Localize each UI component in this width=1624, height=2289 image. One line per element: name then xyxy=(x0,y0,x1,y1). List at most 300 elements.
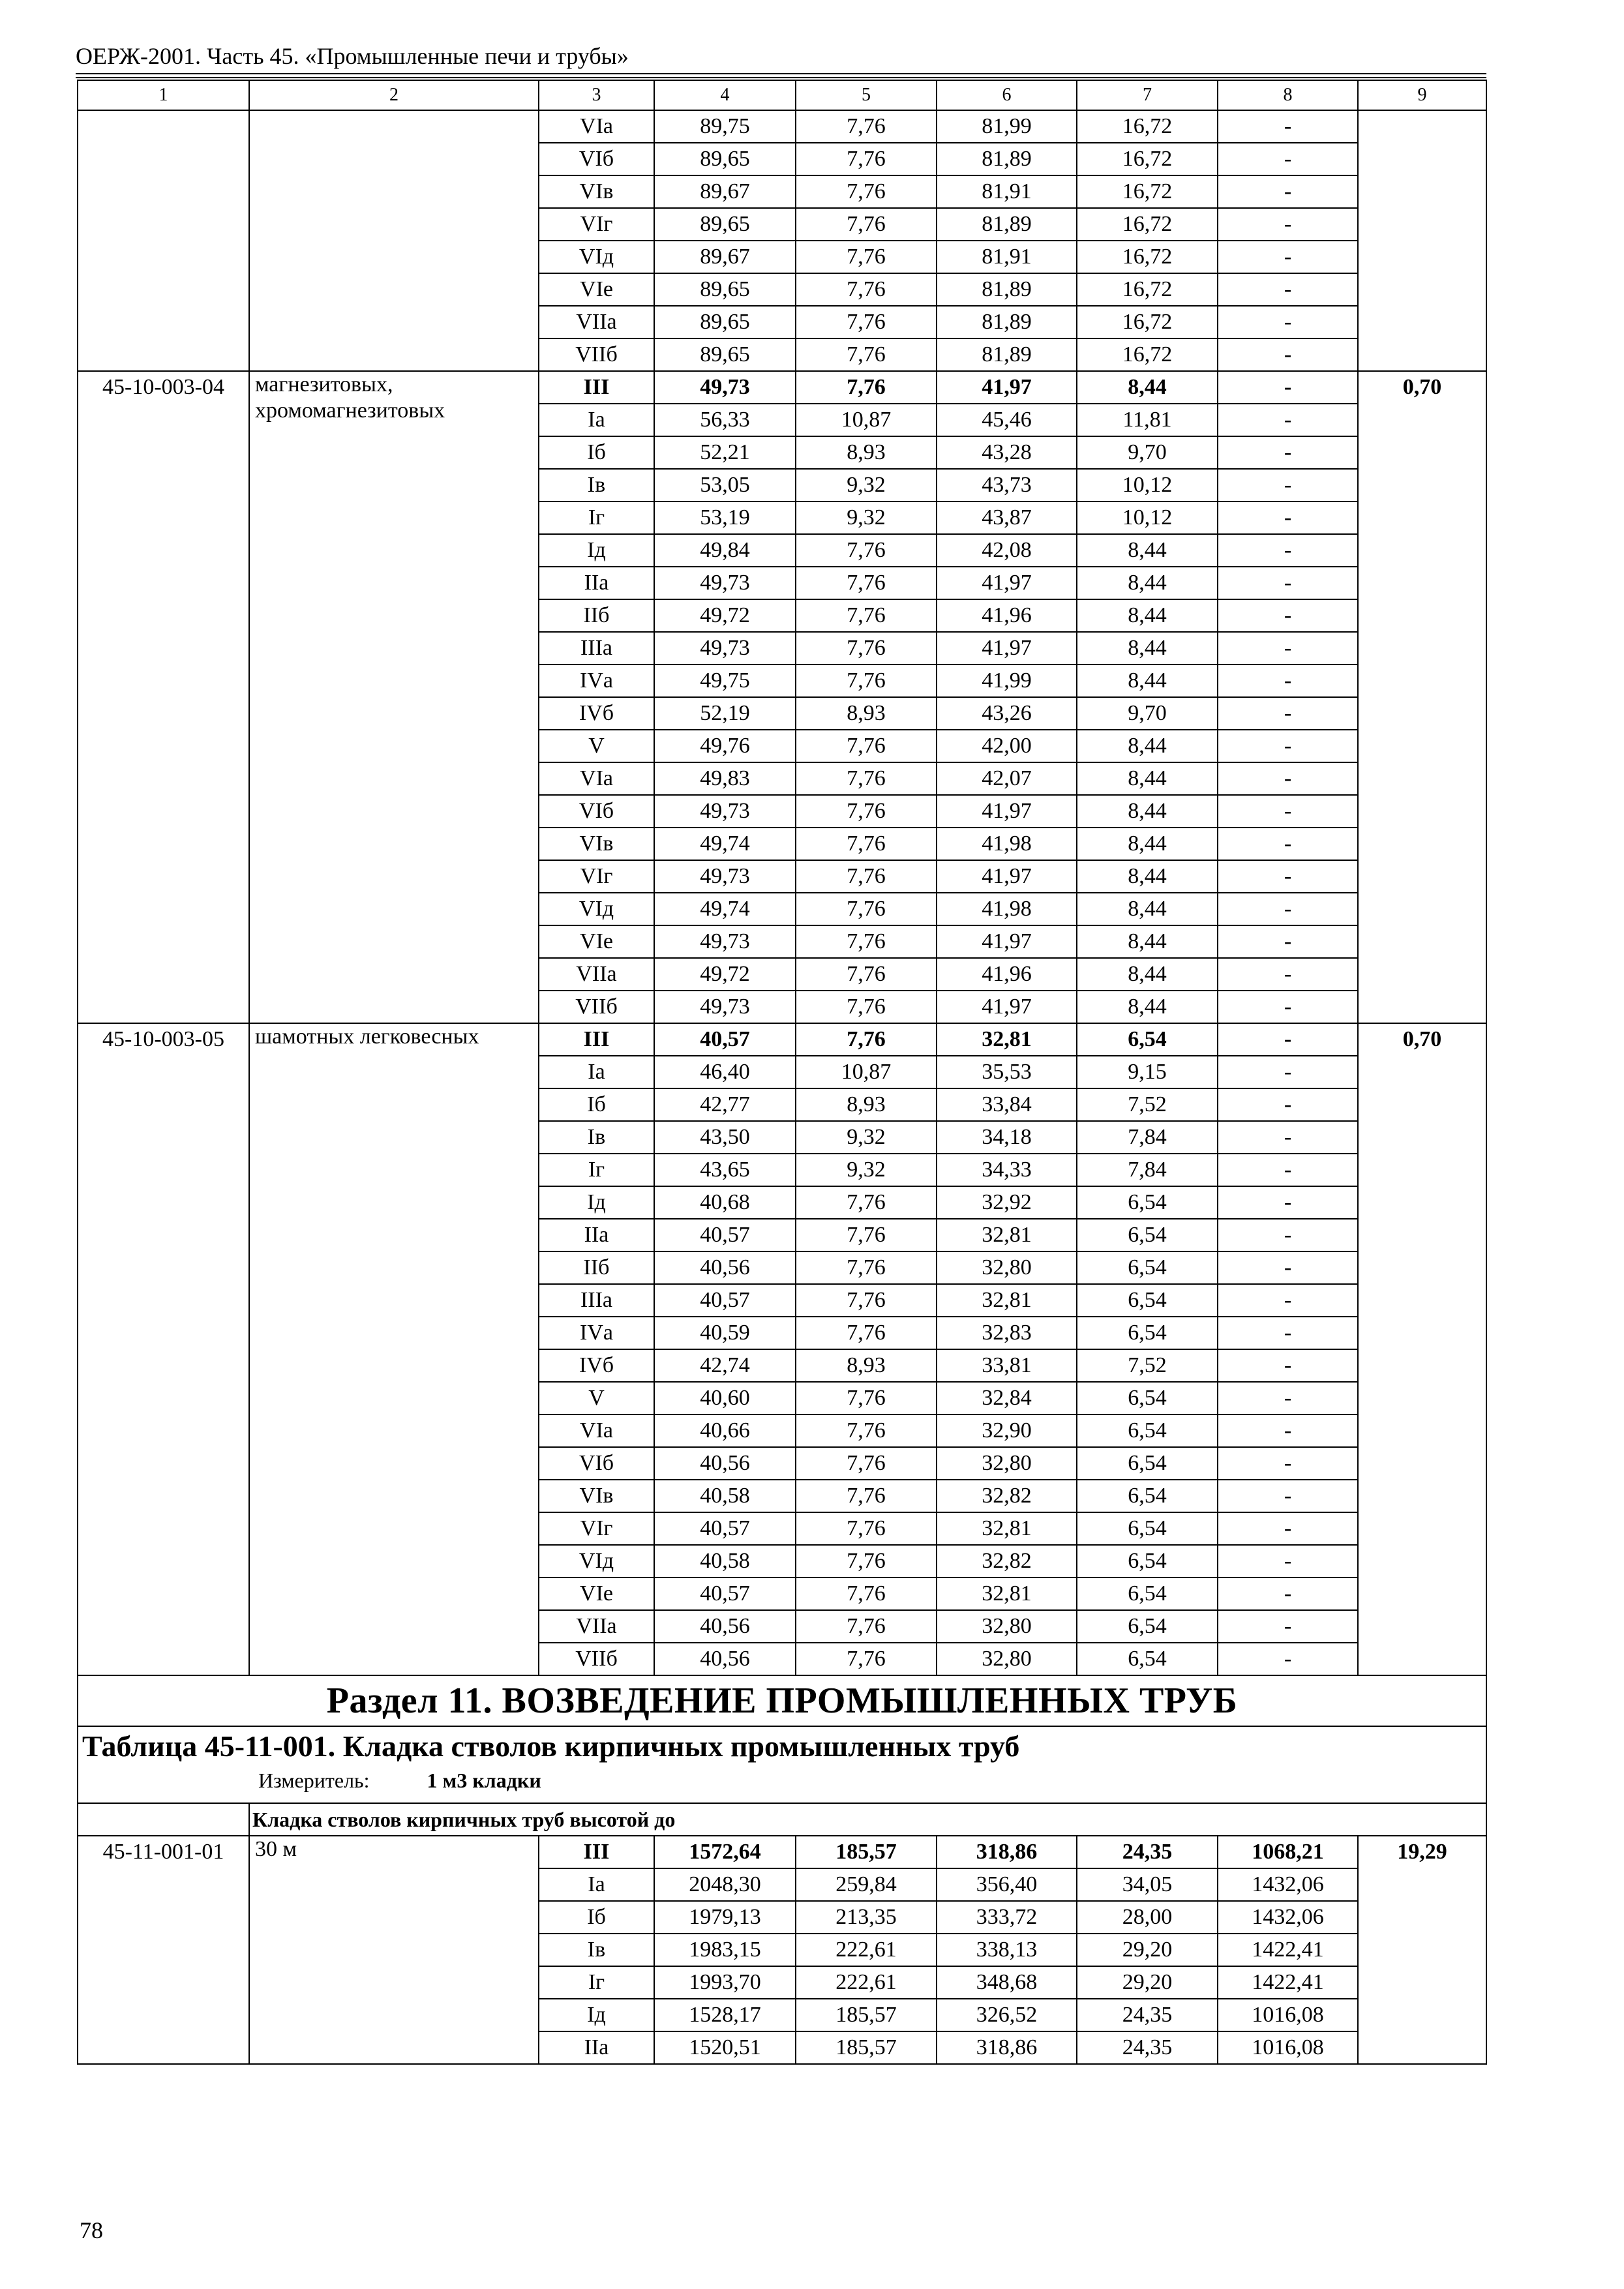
col5-cell: 7,76 xyxy=(796,1251,937,1284)
col5-cell: 7,76 xyxy=(796,632,937,665)
col5-cell: 8,93 xyxy=(796,697,937,730)
col5-cell: 7,76 xyxy=(796,371,937,404)
col7-cell: 8,44 xyxy=(1077,828,1218,860)
col7-cell: 7,52 xyxy=(1077,1349,1218,1382)
col3-cell: Iа xyxy=(539,1056,654,1088)
col5-cell: 7,76 xyxy=(796,1023,937,1056)
col8-cell: - xyxy=(1218,1251,1358,1284)
col8-cell: - xyxy=(1218,1382,1358,1414)
col6-cell: 43,26 xyxy=(937,697,1077,730)
col6-cell: 41,97 xyxy=(937,991,1077,1023)
col8-cell: - xyxy=(1218,665,1358,697)
col4-cell: 89,65 xyxy=(654,143,796,175)
col7-cell: 10,12 xyxy=(1077,469,1218,501)
col7-cell: 8,44 xyxy=(1077,762,1218,795)
col3-cell: VIе xyxy=(539,925,654,958)
col3-cell: VIг xyxy=(539,860,654,893)
col3-cell: V xyxy=(539,1382,654,1414)
col8-cell: - xyxy=(1218,1154,1358,1186)
col5-cell: 7,76 xyxy=(796,762,937,795)
col5-cell: 213,35 xyxy=(796,1901,937,1934)
col6-cell: 41,96 xyxy=(937,958,1077,991)
col9-cell: 0,70 xyxy=(1358,371,1486,1023)
col3-cell: Iг xyxy=(539,1154,654,1186)
col7-cell: 6,54 xyxy=(1077,1317,1218,1349)
col5-cell: 9,32 xyxy=(796,1154,937,1186)
col8-cell: - xyxy=(1218,567,1358,599)
col5-cell: 9,32 xyxy=(796,501,937,534)
col8-cell: - xyxy=(1218,1317,1358,1349)
col5-cell: 9,32 xyxy=(796,469,937,501)
subtitle-row xyxy=(78,1803,1486,1836)
col7-cell: 8,44 xyxy=(1077,991,1218,1023)
name-line: 30 м xyxy=(255,1837,297,1861)
col3-cell: VIв xyxy=(539,1480,654,1512)
col8-cell: - xyxy=(1218,697,1358,730)
col4-cell: 40,66 xyxy=(654,1414,796,1447)
col5-cell: 7,76 xyxy=(796,958,937,991)
col3-cell: Iв xyxy=(539,1934,654,1966)
col6-cell: 338,13 xyxy=(937,1934,1077,1966)
col7-cell: 28,00 xyxy=(1077,1901,1218,1934)
col4-cell: 49,73 xyxy=(654,371,796,404)
code-cell: 45-10-003-05 xyxy=(78,1023,249,1675)
col6-cell: 41,97 xyxy=(937,795,1077,828)
col7-cell: 6,54 xyxy=(1077,1480,1218,1512)
col3-cell: Iб xyxy=(539,1088,654,1121)
name-cell xyxy=(249,1023,539,1675)
col7-cell: 24,35 xyxy=(1077,1836,1218,1868)
col8-cell: - xyxy=(1218,632,1358,665)
rates-table xyxy=(77,80,1487,2065)
col7-cell: 6,54 xyxy=(1077,1512,1218,1545)
col5-cell: 7,76 xyxy=(796,110,937,143)
col3-cell: IVа xyxy=(539,665,654,697)
col8-cell: - xyxy=(1218,143,1358,175)
col5-cell: 7,76 xyxy=(796,795,937,828)
col5-cell: 7,76 xyxy=(796,828,937,860)
col8-cell: - xyxy=(1218,1610,1358,1643)
col8-cell: - xyxy=(1218,1349,1358,1382)
col7-cell: 7,52 xyxy=(1077,1088,1218,1121)
col6-cell: 318,86 xyxy=(937,1836,1077,1868)
col7-cell: 24,35 xyxy=(1077,2031,1218,2064)
col5-cell: 7,76 xyxy=(796,143,937,175)
col4-cell: 2048,30 xyxy=(654,1868,796,1901)
col8-cell: - xyxy=(1218,1414,1358,1447)
col6-cell: 41,97 xyxy=(937,860,1077,893)
col9-cell: 19,29 xyxy=(1358,1836,1486,2064)
col8-cell: 1432,06 xyxy=(1218,1868,1358,1901)
column-number: 7 xyxy=(1077,80,1218,110)
col7-cell: 16,72 xyxy=(1077,143,1218,175)
col7-cell: 6,54 xyxy=(1077,1219,1218,1251)
col5-cell: 185,57 xyxy=(796,2031,937,2064)
column-number: 2 xyxy=(249,80,539,110)
col5-cell: 7,76 xyxy=(796,1578,937,1610)
name-cell xyxy=(249,1836,539,2064)
col7-cell: 8,44 xyxy=(1077,567,1218,599)
col8-cell: - xyxy=(1218,1284,1358,1317)
col7-cell: 8,44 xyxy=(1077,632,1218,665)
column-number-row xyxy=(78,80,1486,110)
meter-label: Измеритель: xyxy=(258,1769,370,1792)
col8-cell: - xyxy=(1218,469,1358,501)
col7-cell: 6,54 xyxy=(1077,1414,1218,1447)
col3-cell: VIIб xyxy=(539,338,654,371)
col6-cell: 33,84 xyxy=(937,1088,1077,1121)
col5-cell: 7,76 xyxy=(796,1284,937,1317)
col3-cell: IVб xyxy=(539,1349,654,1382)
column-number: 9 xyxy=(1358,80,1486,110)
col3-cell: Iг xyxy=(539,501,654,534)
col5-cell: 185,57 xyxy=(796,1836,937,1868)
col6-cell: 333,72 xyxy=(937,1901,1077,1934)
col4-cell: 40,57 xyxy=(654,1023,796,1056)
col8-cell: 1016,08 xyxy=(1218,1999,1358,2031)
col5-cell: 7,76 xyxy=(796,241,937,273)
col4-cell: 49,74 xyxy=(654,893,796,925)
column-number: 3 xyxy=(539,80,654,110)
col6-cell: 32,90 xyxy=(937,1414,1077,1447)
col8-cell: - xyxy=(1218,762,1358,795)
col4-cell: 43,50 xyxy=(654,1121,796,1154)
col6-cell: 43,73 xyxy=(937,469,1077,501)
col8-cell: - xyxy=(1218,208,1358,241)
table-row xyxy=(78,1023,1486,1056)
col7-cell: 8,44 xyxy=(1077,599,1218,632)
table-row xyxy=(78,110,1486,143)
col3-cell: IIIа xyxy=(539,1284,654,1317)
col8-cell: 1068,21 xyxy=(1218,1836,1358,1868)
col3-cell: Iв xyxy=(539,1121,654,1154)
col8-cell: - xyxy=(1218,338,1358,371)
col5-cell: 10,87 xyxy=(796,1056,937,1088)
column-number: 1 xyxy=(78,80,249,110)
col5-cell: 259,84 xyxy=(796,1868,937,1901)
col4-cell: 42,74 xyxy=(654,1349,796,1382)
col3-cell: VIа xyxy=(539,1414,654,1447)
col3-cell: VIе xyxy=(539,1578,654,1610)
col5-cell: 9,32 xyxy=(796,1121,937,1154)
col8-cell: - xyxy=(1218,958,1358,991)
col4-cell: 49,72 xyxy=(654,599,796,632)
col3-cell: IIа xyxy=(539,1219,654,1251)
col4-cell: 53,19 xyxy=(654,501,796,534)
column-number: 8 xyxy=(1218,80,1358,110)
col7-cell: 16,72 xyxy=(1077,110,1218,143)
col3-cell: Iд xyxy=(539,1186,654,1219)
col7-cell: 16,72 xyxy=(1077,241,1218,273)
col4-cell: 40,57 xyxy=(654,1512,796,1545)
col6-cell: 41,97 xyxy=(937,567,1077,599)
col7-cell: 9,70 xyxy=(1077,436,1218,469)
col7-cell: 16,72 xyxy=(1077,273,1218,306)
col4-cell: 46,40 xyxy=(654,1056,796,1088)
col7-cell: 6,54 xyxy=(1077,1545,1218,1578)
col5-cell: 7,76 xyxy=(796,925,937,958)
col3-cell: VIд xyxy=(539,241,654,273)
col8-cell: - xyxy=(1218,1186,1358,1219)
col7-cell: 9,70 xyxy=(1077,697,1218,730)
col8-cell: - xyxy=(1218,371,1358,404)
col4-cell: 40,57 xyxy=(654,1578,796,1610)
col8-cell: - xyxy=(1218,1219,1358,1251)
col8-cell: - xyxy=(1218,925,1358,958)
col8-cell: - xyxy=(1218,1512,1358,1545)
table-title: Таблица 45-11-001. Кладка стволов кирпичных промышленных труб xyxy=(82,1729,1020,1763)
page-number: 78 xyxy=(80,2217,103,2243)
col8-cell: - xyxy=(1218,534,1358,567)
col6-cell: 32,80 xyxy=(937,1447,1077,1480)
col3-cell: Iв xyxy=(539,469,654,501)
col8-cell: - xyxy=(1218,110,1358,143)
name-cell xyxy=(249,371,539,1023)
col8-cell: - xyxy=(1218,893,1358,925)
col5-cell: 7,76 xyxy=(796,1545,937,1578)
col7-cell: 6,54 xyxy=(1077,1186,1218,1219)
col5-cell: 7,76 xyxy=(796,893,937,925)
col5-cell: 8,93 xyxy=(796,436,937,469)
col3-cell: VIIа xyxy=(539,958,654,991)
col6-cell: 41,98 xyxy=(937,893,1077,925)
col6-cell: 41,97 xyxy=(937,925,1077,958)
col7-cell: 7,84 xyxy=(1077,1121,1218,1154)
col3-cell: VIе xyxy=(539,273,654,306)
col8-cell: - xyxy=(1218,1578,1358,1610)
table-row xyxy=(78,371,1486,404)
col4-cell: 53,05 xyxy=(654,469,796,501)
col3-cell: Iа xyxy=(539,1868,654,1901)
col4-cell: 49,75 xyxy=(654,665,796,697)
column-number: 5 xyxy=(796,80,937,110)
col4-cell: 52,21 xyxy=(654,436,796,469)
col5-cell: 7,76 xyxy=(796,1219,937,1251)
col5-cell: 222,61 xyxy=(796,1934,937,1966)
col8-cell: 1016,08 xyxy=(1218,2031,1358,2064)
col7-cell: 11,81 xyxy=(1077,404,1218,436)
col8-cell: - xyxy=(1218,306,1358,338)
col3-cell: V xyxy=(539,730,654,762)
col6-cell: 43,87 xyxy=(937,501,1077,534)
subtitle-spacer xyxy=(78,1803,249,1836)
col4-cell: 89,75 xyxy=(654,110,796,143)
table-row xyxy=(78,1836,1486,1868)
col7-cell: 29,20 xyxy=(1077,1966,1218,1999)
col4-cell: 1520,51 xyxy=(654,2031,796,2064)
col7-cell: 6,54 xyxy=(1077,1578,1218,1610)
col8-cell: - xyxy=(1218,1121,1358,1154)
col4-cell: 56,33 xyxy=(654,404,796,436)
col6-cell: 32,81 xyxy=(937,1512,1077,1545)
col3-cell: VIа xyxy=(539,110,654,143)
col7-cell: 16,72 xyxy=(1077,208,1218,241)
col4-cell: 40,68 xyxy=(654,1186,796,1219)
col7-cell: 8,44 xyxy=(1077,958,1218,991)
meter-line xyxy=(82,1766,1483,1795)
col5-cell: 7,76 xyxy=(796,1643,937,1675)
name-line: хромомагнезитовых xyxy=(255,398,445,423)
col4-cell: 49,83 xyxy=(654,762,796,795)
col6-cell: 81,89 xyxy=(937,143,1077,175)
code-cell: 45-11-001-01 xyxy=(78,1836,249,2064)
col4-cell: 52,19 xyxy=(654,697,796,730)
col3-cell: IIа xyxy=(539,567,654,599)
col4-cell: 89,65 xyxy=(654,338,796,371)
col5-cell: 7,76 xyxy=(796,1512,937,1545)
col3-cell: VIд xyxy=(539,1545,654,1578)
col3-cell: IVб xyxy=(539,697,654,730)
name-cell xyxy=(249,110,539,371)
column-number: 6 xyxy=(937,80,1077,110)
col5-cell: 7,76 xyxy=(796,991,937,1023)
col3-cell: III xyxy=(539,1836,654,1868)
col5-cell: 7,76 xyxy=(796,599,937,632)
col3-cell: Iб xyxy=(539,1901,654,1934)
col4-cell: 1983,15 xyxy=(654,1934,796,1966)
col7-cell: 9,15 xyxy=(1077,1056,1218,1088)
col8-cell: - xyxy=(1218,1023,1358,1056)
col6-cell: 32,92 xyxy=(937,1186,1077,1219)
col7-cell: 6,54 xyxy=(1077,1382,1218,1414)
col6-cell: 41,99 xyxy=(937,665,1077,697)
col3-cell: VIг xyxy=(539,1512,654,1545)
code-cell: 45-10-003-04 xyxy=(78,371,249,1023)
col3-cell: VIг xyxy=(539,208,654,241)
col8-cell: - xyxy=(1218,991,1358,1023)
section-title: Раздел 11. ВОЗВЕДЕНИЕ ПРОМЫШЛЕННЫХ ТРУБ xyxy=(78,1675,1486,1726)
col4-cell: 49,73 xyxy=(654,795,796,828)
col3-cell: III xyxy=(539,371,654,404)
col8-cell: - xyxy=(1218,241,1358,273)
col5-cell: 7,76 xyxy=(796,273,937,306)
col9-cell: 0,70 xyxy=(1358,1023,1486,1675)
name-line: магнезитовых, xyxy=(255,372,393,396)
col8-cell: - xyxy=(1218,1545,1358,1578)
col3-cell: VIIа xyxy=(539,1610,654,1643)
col6-cell: 32,83 xyxy=(937,1317,1077,1349)
col6-cell: 32,81 xyxy=(937,1578,1077,1610)
header-rule-top xyxy=(76,73,1486,74)
col8-cell: - xyxy=(1218,1088,1358,1121)
col4-cell: 89,67 xyxy=(654,175,796,208)
col3-cell: Iб xyxy=(539,436,654,469)
col6-cell: 32,81 xyxy=(937,1023,1077,1056)
col4-cell: 49,76 xyxy=(654,730,796,762)
col7-cell: 6,54 xyxy=(1077,1284,1218,1317)
col7-cell: 8,44 xyxy=(1077,893,1218,925)
col7-cell: 10,12 xyxy=(1077,501,1218,534)
col7-cell: 16,72 xyxy=(1077,175,1218,208)
col6-cell: 326,52 xyxy=(937,1999,1077,2031)
col8-cell: - xyxy=(1218,828,1358,860)
table-subtitle: Кладка стволов кирпичных труб высотой до xyxy=(249,1803,1486,1836)
col5-cell: 7,76 xyxy=(796,1480,937,1512)
col3-cell: VIб xyxy=(539,795,654,828)
col7-cell: 8,44 xyxy=(1077,730,1218,762)
col6-cell: 32,82 xyxy=(937,1480,1077,1512)
col6-cell: 41,97 xyxy=(937,632,1077,665)
name-line: шамотных легковесных xyxy=(255,1025,479,1049)
col8-cell: 1432,06 xyxy=(1218,1901,1358,1934)
col5-cell: 222,61 xyxy=(796,1966,937,1999)
col3-cell: VIIб xyxy=(539,991,654,1023)
col6-cell: 41,98 xyxy=(937,828,1077,860)
col6-cell: 32,80 xyxy=(937,1643,1077,1675)
col7-cell: 34,05 xyxy=(1077,1868,1218,1901)
col7-cell: 24,35 xyxy=(1077,1999,1218,2031)
col5-cell: 7,76 xyxy=(796,338,937,371)
col5-cell: 7,76 xyxy=(796,1382,937,1414)
col6-cell: 318,86 xyxy=(937,2031,1077,2064)
col6-cell: 42,07 xyxy=(937,762,1077,795)
col4-cell: 49,84 xyxy=(654,534,796,567)
col7-cell: 6,54 xyxy=(1077,1643,1218,1675)
col3-cell: VIв xyxy=(539,828,654,860)
col4-cell: 40,58 xyxy=(654,1480,796,1512)
col6-cell: 41,97 xyxy=(937,371,1077,404)
col8-cell: - xyxy=(1218,1056,1358,1088)
col8-cell: - xyxy=(1218,599,1358,632)
col6-cell: 32,81 xyxy=(937,1219,1077,1251)
col4-cell: 40,56 xyxy=(654,1610,796,1643)
col3-cell: IIIа xyxy=(539,632,654,665)
col7-cell: 29,20 xyxy=(1077,1934,1218,1966)
col7-cell: 8,44 xyxy=(1077,795,1218,828)
col8-cell: 1422,41 xyxy=(1218,1934,1358,1966)
col7-cell: 8,44 xyxy=(1077,371,1218,404)
col7-cell: 8,44 xyxy=(1077,665,1218,697)
col4-cell: 42,77 xyxy=(654,1088,796,1121)
col4-cell: 89,67 xyxy=(654,241,796,273)
col5-cell: 8,93 xyxy=(796,1088,937,1121)
col5-cell: 7,76 xyxy=(796,567,937,599)
col4-cell: 89,65 xyxy=(654,273,796,306)
col8-cell: - xyxy=(1218,273,1358,306)
col7-cell: 6,54 xyxy=(1077,1610,1218,1643)
col4-cell: 43,65 xyxy=(654,1154,796,1186)
col8-cell: - xyxy=(1218,1643,1358,1675)
col4-cell: 89,65 xyxy=(654,306,796,338)
col7-cell: 6,54 xyxy=(1077,1251,1218,1284)
col4-cell: 40,57 xyxy=(654,1219,796,1251)
col4-cell: 40,57 xyxy=(654,1284,796,1317)
col8-cell: - xyxy=(1218,795,1358,828)
col6-cell: 33,81 xyxy=(937,1349,1077,1382)
col5-cell: 7,76 xyxy=(796,730,937,762)
col3-cell: IVа xyxy=(539,1317,654,1349)
col9-cell xyxy=(1358,110,1486,371)
col6-cell: 35,53 xyxy=(937,1056,1077,1088)
col5-cell: 7,76 xyxy=(796,175,937,208)
col4-cell: 40,58 xyxy=(654,1545,796,1578)
col6-cell: 32,80 xyxy=(937,1610,1077,1643)
col6-cell: 81,89 xyxy=(937,273,1077,306)
column-number: 4 xyxy=(654,80,796,110)
col4-cell: 49,72 xyxy=(654,958,796,991)
col7-cell: 8,44 xyxy=(1077,860,1218,893)
col6-cell: 32,84 xyxy=(937,1382,1077,1414)
col7-cell: 8,44 xyxy=(1077,925,1218,958)
col5-cell: 185,57 xyxy=(796,1999,937,2031)
col6-cell: 81,89 xyxy=(937,208,1077,241)
col5-cell: 7,76 xyxy=(796,860,937,893)
col4-cell: 40,56 xyxy=(654,1447,796,1480)
section-row xyxy=(78,1675,1486,1726)
col3-cell: IIб xyxy=(539,1251,654,1284)
col4-cell: 89,65 xyxy=(654,208,796,241)
col7-cell: 6,54 xyxy=(1077,1023,1218,1056)
